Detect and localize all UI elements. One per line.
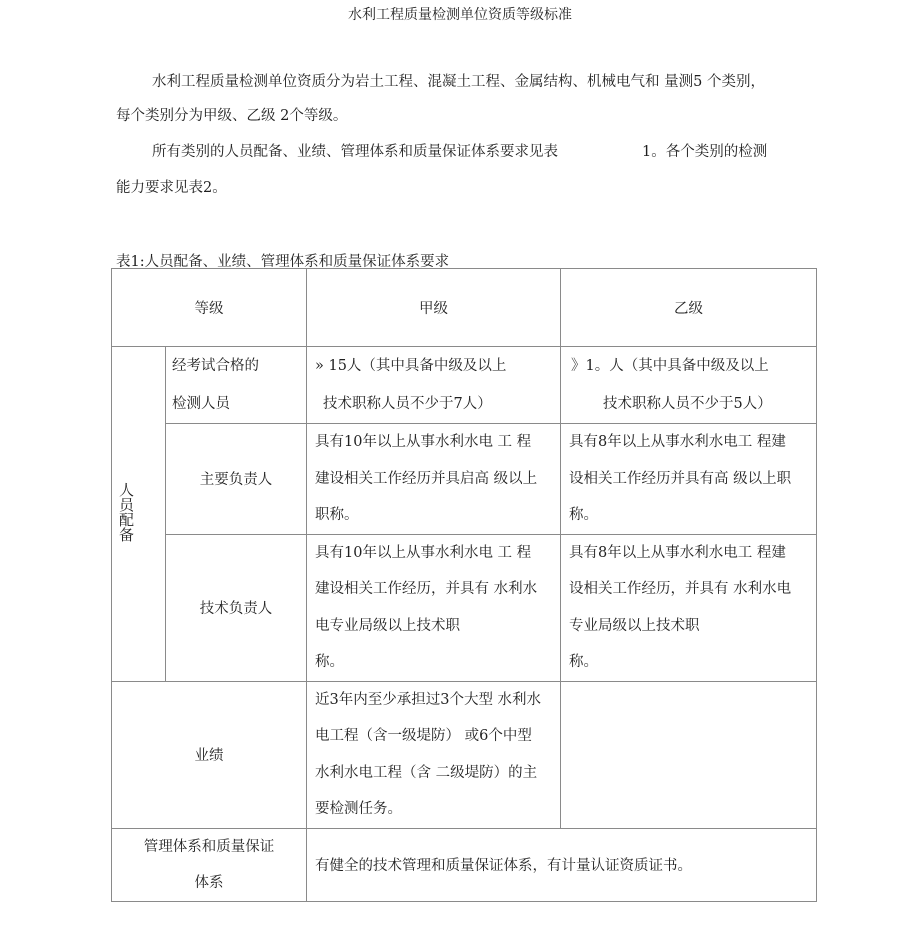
tech-b-line-2: 设相关工作经历，并具有 水利水电 — [569, 581, 792, 597]
main-b-line-2: 设相关工作经历并具有高 级以上职 — [569, 470, 792, 487]
tech-a-line-2: 建设相关工作经历，并具有 水利水 — [315, 581, 538, 597]
exam-b-line-2: 技术职称人员不少于5人） — [603, 396, 772, 412]
tech-lead-label: 技术负责人 — [166, 534, 307, 681]
main-b-line-3: 称。 — [569, 507, 598, 523]
table-row-management — [112, 828, 817, 901]
exam-label-line-1: 经考试合格的 — [172, 358, 259, 374]
perf-a-line-1: 近3年内至少承担过3个大型 水利水 — [315, 691, 542, 708]
document-title: 水利工程质量检测单位资质等级标准 — [348, 7, 572, 23]
main-a-line-1: 具有10年以上从事水利水电 工 程 — [315, 434, 532, 450]
main-lead-label: 主要负责人 — [166, 424, 307, 535]
table-row-tech-lead — [112, 534, 817, 681]
paragraph-2-line-1: 所有类别的人员配备、业绩、管理体系和质量保证体系要求见表 — [152, 144, 558, 160]
exam-a-line-1: » 15人（其中具备中级及以上 — [315, 358, 507, 374]
table-caption: 表1:人员配备、业绩、管理体系和质量保证体系要求 — [116, 254, 450, 270]
perf-a-line-2: 电工程（含一级堤防） 或6个中型 — [315, 728, 532, 744]
tech-lead-grade-a — [307, 534, 561, 681]
management-label-line-2: 体系 — [194, 874, 224, 891]
tech-a-line-1: 具有10年以上从事水利水电 工 程 — [315, 544, 532, 561]
main-lead-grade-a — [307, 424, 561, 535]
paragraph-1-line-1: 水利工程质量检测单位资质分为岩土工程、混凝土工程、金属结构、机械电气和 量测5 个类别， — [152, 74, 765, 90]
table-row-exam — [112, 347, 817, 424]
group-label: 人员配备 — [117, 481, 135, 542]
exam-label-cell — [166, 347, 307, 424]
table-row-performance — [112, 681, 817, 828]
main-a-line-3: 职称。 — [315, 507, 359, 523]
table-row-main-lead — [112, 424, 817, 535]
header-grade-b: 乙级 — [561, 269, 817, 347]
paragraph-2-line-2: 能力要求见表2。 — [116, 180, 227, 196]
tech-a-line-3: 电专业局级以上技术职 — [315, 617, 460, 634]
performance-grade-a — [307, 681, 561, 828]
main-a-line-2: 建设相关工作经历并具启高 级以上 — [315, 470, 538, 487]
main-b-line-1: 具有8年以上从事水利水电工 程建 — [569, 434, 786, 450]
performance-grade-b — [561, 681, 817, 828]
management-content: 有健全的技术管理和质量保证体系，有计量认证资质证书。 — [307, 828, 817, 901]
header-grade: 等级 — [112, 269, 307, 347]
management-label-cell — [112, 828, 307, 901]
tech-b-line-4: 称。 — [569, 654, 598, 670]
requirements-table — [111, 268, 817, 902]
paragraph-2-table-ref: 1。各个类别的检测 — [642, 144, 768, 160]
tech-b-line-3: 专业局级以上技术职 — [569, 617, 700, 634]
table-header-row — [112, 269, 817, 347]
paragraph-1-line-2: 每个类别分为甲级、乙级 2个等级。 — [116, 108, 348, 124]
exam-grade-a — [307, 347, 561, 424]
main-lead-grade-b — [561, 424, 817, 535]
tech-a-line-4: 称。 — [315, 654, 344, 670]
perf-a-line-4: 要检测任务。 — [315, 801, 402, 817]
exam-a-line-2: 技术职称人员不少于7人） — [323, 396, 492, 412]
exam-grade-b — [561, 347, 817, 424]
tech-lead-grade-b — [561, 534, 817, 681]
performance-label: 业绩 — [112, 681, 307, 828]
tech-b-line-1: 具有8年以上从事水利水电工 程建 — [569, 544, 786, 561]
header-grade-a: 甲级 — [307, 269, 561, 347]
exam-label-line-2: 检测人员 — [172, 396, 230, 412]
management-label-line-1: 管理体系和质量保证 — [143, 838, 275, 855]
perf-a-line-3: 水利水电工程（含 二级堤防）的主 — [315, 764, 538, 781]
group-label-cell — [112, 347, 166, 682]
exam-b-line-1: 》1。人（其中具备中级及以上 — [571, 358, 769, 374]
